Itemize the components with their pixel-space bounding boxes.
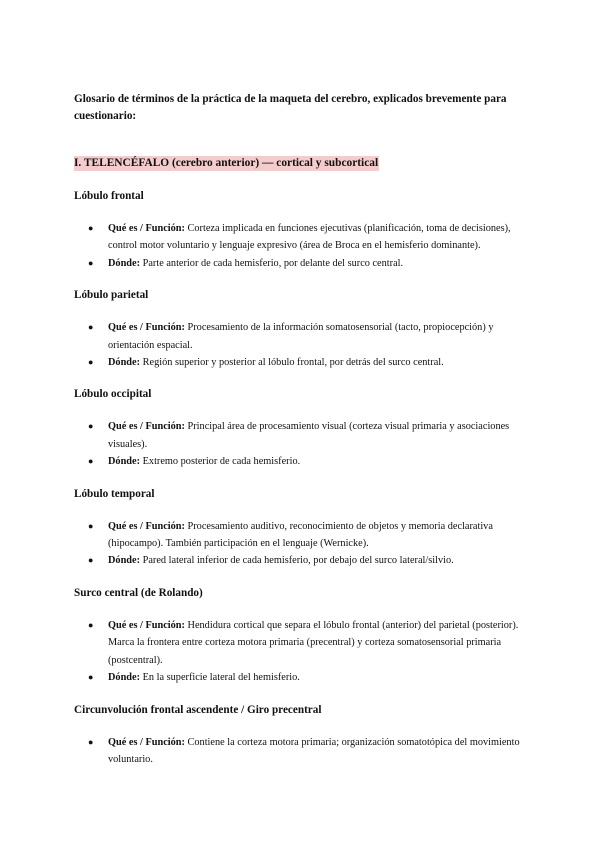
detail-donde (88, 669, 530, 686)
term-title: Lóbulo occipital (74, 388, 152, 401)
term-lobulo-parietal (74, 288, 530, 371)
term-title: Circunvolución frontal ascendente / Giro precentral (74, 703, 322, 716)
label-que-es: Qué es / Función: (108, 619, 185, 631)
detail-donde (88, 453, 530, 470)
bullet-icon: ● (88, 456, 94, 467)
detail-text: Pared lateral inferior de cada hemisferio, por debajo del surco lateral/silvio. (142, 555, 454, 567)
term-giro-precentral (74, 703, 530, 769)
label-que-es: Qué es / Función: (108, 421, 185, 433)
detail-text: Procesamiento auditivo, reconocimiento de objetos y memoria declarativa (hipocampo). También participación en el lenguaje (Wernicke). (108, 520, 493, 550)
detail-text: Región superior y posterior al lóbulo frontal, por detrás del surco central. (142, 357, 444, 369)
bullet-icon: ● (88, 736, 94, 747)
detail-text: Procesamiento de la información somatosensorial (tacto, propiocepción) y orientación espacial. (108, 322, 494, 351)
section-heading: I. TELENCÉFALO (cerebro anterior) — cortical y subcortical (74, 157, 379, 169)
label-que-es: Qué es / Función: (108, 322, 185, 334)
bullet-icon: ● (88, 520, 94, 531)
term-details (74, 734, 530, 769)
label-donde: Dónde: (108, 357, 141, 369)
label-donde: Dónde: (108, 555, 141, 567)
term-title: Lóbulo temporal (74, 487, 155, 500)
detail-que-es (88, 518, 530, 553)
term-details (74, 518, 530, 570)
term-details (74, 418, 530, 470)
term-details (74, 220, 530, 272)
detail-text: Parte anterior de cada hemisferio, por delante del surco central. (142, 257, 404, 269)
detail-donde (88, 354, 530, 371)
bullet-icon: ● (88, 322, 94, 333)
term-surco-central (74, 586, 530, 687)
document-page (74, 91, 530, 784)
bullet-icon: ● (88, 619, 94, 630)
term-lobulo-occipital (74, 387, 530, 470)
bullet-icon: ● (88, 357, 94, 368)
label-donde: Dónde: (108, 672, 141, 684)
term-title: Lóbulo frontal (74, 190, 144, 202)
bullet-icon: ● (88, 672, 94, 683)
detail-text: Extremo posterior de cada hemisferio. (142, 456, 301, 468)
label-donde: Dónde: (108, 456, 141, 468)
label-que-es: Qué es / Función: (108, 223, 185, 234)
term-title: Surco central (de Rolando) (74, 586, 203, 599)
term-title: Lóbulo parietal (74, 289, 149, 302)
detail-que-es (88, 617, 530, 669)
bullet-icon: ● (88, 257, 94, 268)
detail-que-es (88, 418, 530, 453)
detail-que-es (88, 734, 530, 769)
section-heading-wrapper (74, 153, 530, 189)
bullet-icon: ● (88, 223, 94, 233)
term-details (74, 617, 530, 687)
term-lobulo-temporal (74, 487, 530, 570)
bullet-icon: ● (88, 421, 94, 432)
detail-text: Contiene la corteza motora primaria; organización somatotópica del movimiento voluntario. (108, 736, 520, 765)
detail-text: Principal área de procesamiento visual (corteza visual primaria y asociaciones visuales). (108, 421, 510, 450)
detail-que-es (88, 319, 530, 354)
detail-donde (88, 255, 530, 272)
detail-donde (88, 552, 530, 569)
detail-text: Corteza implicada en funciones ejecutivas (planificación, toma de decisiones), control motor voluntario y lenguaje expresivo (área de Broca en el hemisferio dominante). (108, 223, 511, 252)
document-title: Glosario de términos de la práctica de la maqueta del cerebro, explicados brevemente para cuestionario: (74, 93, 507, 122)
label-que-es: Qué es / Función: (108, 736, 185, 748)
detail-text: Hendidura cortical que separa el lóbulo frontal (anterior) del parietal (posterior). Marca la frontera entre corteza motora primaria (precentral) y corteza somatosensorial primaria (postcentral). (108, 619, 519, 666)
detail-text: En la superficie lateral del hemisferio. (142, 672, 300, 684)
detail-que-es (88, 220, 530, 255)
term-details (74, 319, 530, 371)
label-donde: Dónde: (108, 257, 141, 269)
bullet-icon: ● (88, 555, 94, 566)
term-lobulo-frontal (74, 189, 530, 272)
label-que-es: Qué es / Función: (108, 520, 185, 532)
